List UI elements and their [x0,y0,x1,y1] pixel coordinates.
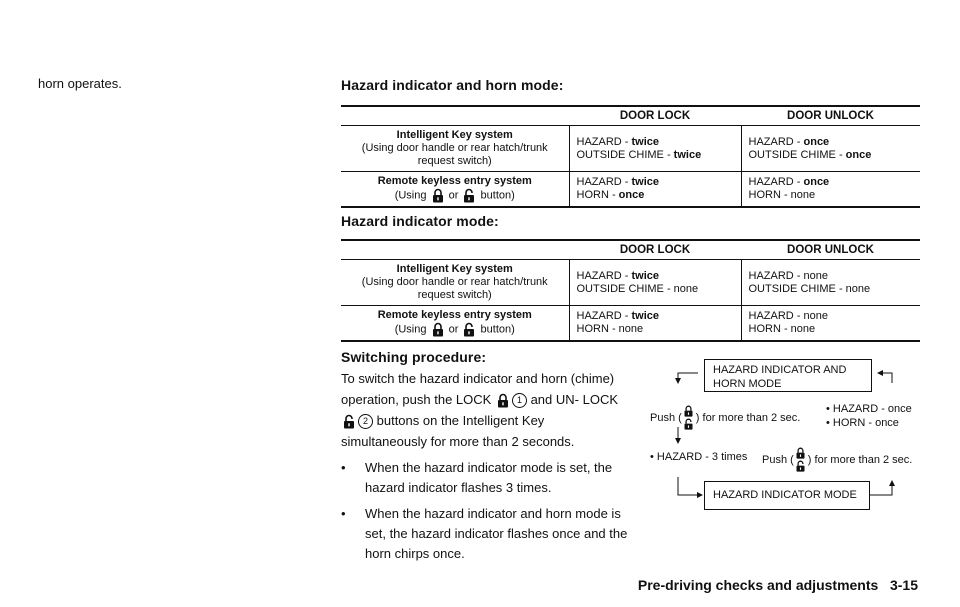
push-text: ) for more than 2 sec. [807,453,913,466]
cell-emph: once [845,148,872,161]
push-text: ) for more than 2 sec. [695,411,801,424]
list-item [341,504,631,564]
result-line: • HAZARD - once [826,403,912,415]
cell-text: HAZARD - none [748,310,828,322]
cell-emph: once [803,176,830,188]
cell-text: HAZARD - [576,310,632,322]
using-text: (Using [394,189,427,202]
push-instruction-left [650,405,800,431]
row-head-intelligent-key [341,126,569,172]
cell-lock [569,126,741,172]
cell-text: HORN - none [748,189,816,201]
cell-text: OUTSIDE CHIME - [748,148,846,161]
lock-icon [432,322,444,337]
header-door-unlock: DOOR UNLOCK [741,106,920,126]
cell-emph: twice [631,176,660,188]
table-header-row [341,240,920,260]
bullet-dot: • [341,460,346,475]
bullet-list [341,458,631,564]
unlock-icon [683,418,694,430]
or-text: or [448,189,459,202]
hazard-horn-table [341,105,920,208]
cell-text: HORN - none [576,323,644,335]
para-text: LOCK [582,392,619,407]
cell-unlock [741,306,920,342]
hazard-table [341,239,920,342]
table-row [341,126,920,172]
switching-body [341,368,631,570]
lock-icon [432,188,444,203]
section-heading-switching: Switching procedure: [341,349,487,365]
result-line: • HORN - once [826,417,899,429]
row-title: Intelligent Key system [396,263,513,275]
cell-emph: twice [631,310,660,322]
header-blank [341,240,569,260]
para-text: buttons on the Intelligent Key simultaneously for more than 2 seconds. [341,413,575,449]
row-title: Intelligent Key system [396,129,513,141]
box-label: HORN MODE [713,378,782,390]
lock-icon [497,393,509,408]
push-text: Push ( [762,453,794,466]
cell-text: OUTSIDE CHIME - none [576,282,699,295]
hazard-mode-box: HAZARD INDICATOR MODE [704,481,870,510]
cell-text: HORN - [576,189,619,201]
cell-emph: once [618,189,645,201]
para-text: To switch the hazard indicator and horn (chime) operation, push the LOCK [341,371,615,407]
cell-text: HAZARD - [748,176,804,188]
row-title: Remote keyless entry system [377,175,532,187]
header-door-unlock: DOOR UNLOCK [741,240,920,260]
list-item [341,458,631,498]
hazard-horn-result [826,402,912,430]
cell-text: HAZARD - [576,176,632,188]
table-row [341,306,920,342]
cell-text: HORN - none [748,323,816,335]
lead-text: horn operates. [38,76,122,91]
cell-text: HAZARD - none [748,269,828,282]
cell-lock [569,172,741,208]
callout-1: 1 [512,393,527,408]
switching-paragraph [341,368,631,452]
lock-icon [795,447,806,459]
lock-icon [683,405,694,417]
row-head-intelligent-key [341,260,569,306]
cell-text: HAZARD - [576,269,632,282]
page-footer: Pre-driving checks and adjustments 3-15 [637,577,918,593]
para-text: and UN- [530,392,579,407]
cell-emph: twice [673,148,702,161]
cell-unlock [741,126,920,172]
cell-emph: twice [631,135,660,148]
button-text: button) [480,189,515,202]
cell-text: HAZARD - [748,135,804,148]
table-row [341,172,920,208]
cell-lock [569,306,741,342]
table-row [341,260,920,306]
cell-emph: twice [631,269,660,282]
bullet-text: When the hazard indicator and horn mode is set, the hazard indicator flashes once and the horn chirps once. [365,506,628,561]
row-head-remote-keyless [341,172,569,208]
button-text: button) [480,323,515,336]
using-text: (Using [394,323,427,336]
row-desc: (Using door handle or rear hatch/trunk request switch) [361,276,548,301]
box-label: HAZARD INDICATOR AND [713,364,847,376]
lock-unlock-icon-pair [682,405,696,431]
bullet-dot: • [341,506,346,521]
callout-2: 2 [358,414,373,429]
cell-text: OUTSIDE CHIME - [576,148,674,161]
unlock-icon [343,414,355,429]
section-heading-hazard: Hazard indicator mode: [341,213,499,229]
bullet-text: When the hazard indicator mode is set, the hazard indicator flashes 3 times. [365,460,613,495]
header-door-lock: DOOR LOCK [569,106,741,126]
push-instruction-right [762,447,912,473]
hazard-result: • HAZARD - 3 times [650,451,748,463]
row-title: Remote keyless entry system [377,309,532,321]
cell-text: OUTSIDE CHIME - none [748,282,871,295]
header-blank [341,106,569,126]
cell-emph: once [803,135,830,148]
mode-switch-diagram [640,355,930,525]
cell-text: HAZARD - [576,135,632,148]
table-header-row [341,106,920,126]
lock-unlock-icon-pair [794,447,808,473]
cell-unlock [741,172,920,208]
cell-unlock [741,260,920,306]
cell-lock [569,260,741,306]
or-text: or [448,323,459,336]
header-door-lock: DOOR LOCK [569,240,741,260]
push-text: Push ( [650,411,682,424]
unlock-icon [795,460,806,472]
section-heading-hazard-horn: Hazard indicator and horn mode: [341,77,564,93]
hazard-horn-mode-box [704,359,872,392]
unlock-icon [463,322,475,337]
unlock-icon [463,188,475,203]
row-head-remote-keyless [341,306,569,342]
row-desc: (Using door handle or rear hatch/trunk request switch) [361,142,548,167]
